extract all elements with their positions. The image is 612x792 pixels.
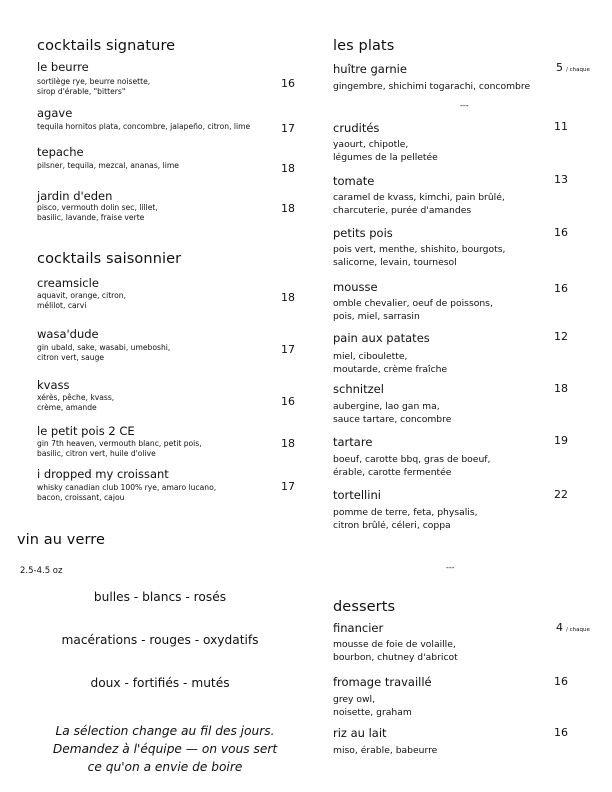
item-price: 11 bbox=[554, 120, 568, 133]
item-desc: yaourt, chipotle, légumes de la pelletée bbox=[333, 139, 438, 163]
item-name: financier bbox=[333, 621, 384, 635]
item-price: 12 bbox=[554, 330, 568, 343]
item-price: 16 bbox=[554, 282, 568, 295]
section-title-desserts: desserts bbox=[333, 599, 396, 615]
item-name: huître garnie bbox=[333, 62, 407, 76]
item-name: tartare bbox=[333, 435, 373, 449]
separator: --- bbox=[446, 563, 455, 572]
separator: --- bbox=[460, 101, 469, 110]
item-name: pain aux patates bbox=[333, 331, 430, 345]
item-name: le beurre bbox=[37, 60, 89, 74]
item-price: 18 bbox=[281, 437, 295, 450]
item-desc: pomme de terre, feta, physalis, citron brûlé, céleri, coppa bbox=[333, 507, 478, 531]
vin-line: macérations - rouges - oxydatifs bbox=[61, 633, 259, 647]
item-name: i dropped my croissant bbox=[37, 467, 169, 481]
item-desc: gingembre, shichimi togarachi, concombre bbox=[333, 81, 531, 92]
item-name: crudités bbox=[333, 121, 380, 135]
item-name: tomate bbox=[333, 174, 375, 188]
item-name: tepache bbox=[37, 145, 84, 159]
item-name: creamsicle bbox=[37, 276, 99, 290]
section-title-cocktails-signature: cocktails signature bbox=[37, 38, 176, 54]
item-price: 5 / chaque bbox=[556, 61, 590, 74]
item-price: 17 bbox=[281, 122, 295, 135]
vin-note: La sélection change au fil des jours. Demandez à l'équipe — on vous sert ce qu'on a envie de boire bbox=[52, 724, 278, 774]
item-price: 16 bbox=[554, 726, 568, 739]
item-price: 4 / chaque bbox=[556, 621, 590, 634]
item-desc: pois vert, menthe, shishito, bourgots, salicorne, levain, tournesol bbox=[333, 244, 506, 268]
item-desc: tequila hornitos plata, concombre, jalapeño, citron, lime bbox=[37, 122, 251, 131]
item-desc: mousse de foie de volaille, bourbon, chutney d'abricot bbox=[333, 639, 458, 663]
item-price: 22 bbox=[554, 488, 568, 501]
section-title-cocktails-saisonnier: cocktails saisonnier bbox=[37, 251, 182, 267]
item-price: 16 bbox=[281, 395, 295, 408]
item-desc: sortilège rye, beurre noisette, sirop d'érable, "bitters" bbox=[37, 77, 151, 96]
item-price: 18 bbox=[281, 162, 295, 175]
item-price: 17 bbox=[281, 343, 295, 356]
section-title-vin: vin au verre bbox=[17, 532, 106, 548]
item-name: wasa'dude bbox=[37, 327, 99, 341]
item-desc: whisky canadian club 100% rye, amaro lucano, bacon, croissant, cajou bbox=[37, 483, 217, 502]
item-name: petits pois bbox=[333, 226, 393, 240]
item-desc: aquavit, orange, citron, mélilot, carvi bbox=[37, 291, 126, 310]
item-price: 17 bbox=[281, 480, 295, 493]
section-title-plats: les plats bbox=[333, 38, 395, 54]
item-name: tortellini bbox=[333, 488, 381, 502]
item-name: mousse bbox=[333, 280, 378, 294]
item-name: agave bbox=[37, 106, 73, 120]
item-price: 16 bbox=[554, 226, 568, 239]
item-name: kvass bbox=[37, 378, 70, 392]
item-desc: gin ubald, sake, wasabi, umeboshi, citron vert, sauge bbox=[37, 343, 171, 362]
vin-line: doux - fortifiés - mutés bbox=[90, 676, 230, 690]
item-desc: boeuf, carotte bbq, gras de boeuf, érable, carotte fermentée bbox=[333, 454, 491, 478]
item-price: 16 bbox=[554, 675, 568, 688]
item-name: schnitzel bbox=[333, 382, 384, 396]
item-desc: miso, érable, babeurre bbox=[333, 745, 438, 756]
item-desc: pisco, vermouth dolin sec, lillet, basilic, lavande, fraise verte bbox=[37, 203, 158, 222]
item-price: 16 bbox=[281, 77, 295, 90]
item-price: 18 bbox=[281, 291, 295, 304]
item-desc: xérès, pêche, kvass, crème, amande bbox=[37, 393, 115, 412]
vin-line: bulles - blancs - rosés bbox=[93, 590, 227, 604]
item-desc: gin 7th heaven, vermouth blanc, petit pois, basilic, citron vert, huile d'olive bbox=[37, 439, 202, 458]
item-desc: grey owl, noisette, graham bbox=[333, 694, 412, 718]
item-desc: aubergine, lao gan ma, sauce tartare, concombre bbox=[333, 401, 452, 425]
item-desc: miel, ciboulette, moutarde, crème fraîche bbox=[333, 351, 448, 375]
item-desc: pilsner, tequila, mezcal, ananas, lime bbox=[37, 161, 179, 170]
item-name: le petit pois 2 CE bbox=[37, 424, 135, 438]
item-price: 19 bbox=[554, 434, 568, 447]
item-name: riz au lait bbox=[333, 726, 387, 740]
item-price: 13 bbox=[554, 173, 568, 186]
item-price: 18 bbox=[554, 382, 568, 395]
item-name: fromage travaillé bbox=[333, 675, 432, 689]
vin-size: 2.5-4.5 oz bbox=[20, 566, 63, 576]
item-price: 18 bbox=[281, 202, 295, 215]
item-name: jardin d'eden bbox=[37, 189, 113, 203]
item-desc: caramel de kvass, kimchi, pain brûlé, charcuterie, purée d'amandes bbox=[333, 192, 505, 216]
item-desc: omble chevalier, oeuf de poissons, pois, miel, sarrasin bbox=[333, 298, 493, 322]
